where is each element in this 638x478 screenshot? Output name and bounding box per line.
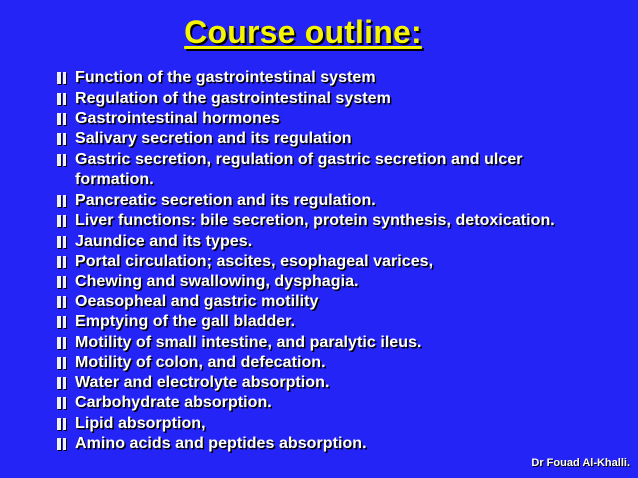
bullet-icon	[57, 93, 67, 105]
list-item-text: Lipid absorption,	[75, 414, 206, 432]
list-item-text: Jaundice and its types.	[75, 232, 253, 250]
list-item-text: Salivary secretion and its regulation	[75, 129, 352, 147]
list-item-text: Emptying of the gall bladder.	[75, 312, 296, 330]
list-item	[57, 312, 295, 331]
list-item	[57, 333, 422, 352]
author-credit: Dr Fouad Al-Khalli.	[531, 457, 630, 469]
list-item	[57, 89, 391, 108]
bullet-icon	[57, 397, 67, 409]
list-item-text: Motility of small intestine, and paralytic ileus.	[75, 333, 422, 351]
bullet-icon	[57, 113, 67, 125]
bullet-icon	[57, 154, 67, 166]
list-item	[57, 211, 555, 230]
bullet-icon	[57, 72, 67, 84]
bullet-icon	[57, 316, 67, 328]
bullet-icon	[57, 438, 67, 450]
list-item-text: Gastric secretion, regulation of gastric secretion and ulcer	[75, 150, 523, 168]
list-item	[57, 68, 376, 87]
list-item-text: Carbohydrate absorption.	[75, 393, 272, 411]
bullet-icon	[57, 215, 67, 227]
bullet-icon	[57, 256, 67, 268]
slide-title: Course outline:	[184, 14, 422, 50]
bullet-icon	[57, 296, 67, 308]
bullet-icon	[57, 377, 67, 389]
bullet-icon	[57, 337, 67, 349]
bullet-icon	[57, 236, 67, 248]
list-item	[57, 414, 206, 433]
bullet-icon	[57, 357, 67, 369]
list-item-text: Amino acids and peptides absorption.	[75, 434, 367, 452]
bullet-icon	[57, 195, 67, 207]
list-item	[57, 353, 326, 372]
list-item	[57, 191, 376, 210]
list-item-text: Water and electrolyte absorption.	[75, 373, 330, 391]
list-item-text: formation.	[75, 170, 154, 188]
bullet-icon	[57, 133, 67, 145]
bullet-icon	[57, 276, 67, 288]
list-item	[57, 272, 359, 291]
list-item-text: Pancreatic secretion and its regulation.	[75, 191, 376, 209]
list-item-text: Regulation of the gastrointestinal system	[75, 89, 391, 107]
list-item	[57, 393, 272, 412]
list-item	[57, 373, 329, 392]
list-item-text: Motility of colon, and defecation.	[75, 353, 326, 371]
list-item-text: Gastrointestinal hormones	[75, 109, 280, 127]
list-item	[57, 109, 280, 128]
bullet-icon	[57, 418, 67, 430]
list-item	[57, 150, 523, 169]
list-item-text: Function of the gastrointestinal system	[75, 68, 376, 86]
list-item-text: Oeasopheal and gastric motility	[75, 292, 319, 310]
list-item	[57, 232, 252, 251]
list-item	[57, 434, 367, 453]
list-item-text: Portal circulation; ascites, esophageal varices,	[75, 252, 434, 270]
list-item-text: Chewing and swallowing, dysphagia.	[75, 272, 359, 290]
list-item	[57, 129, 352, 148]
list-item	[57, 252, 433, 271]
list-item-text: Liver functions: bile secretion, protein synthesis, detoxication.	[75, 211, 555, 229]
list-item	[57, 292, 318, 311]
list-item-continuation	[75, 170, 154, 189]
